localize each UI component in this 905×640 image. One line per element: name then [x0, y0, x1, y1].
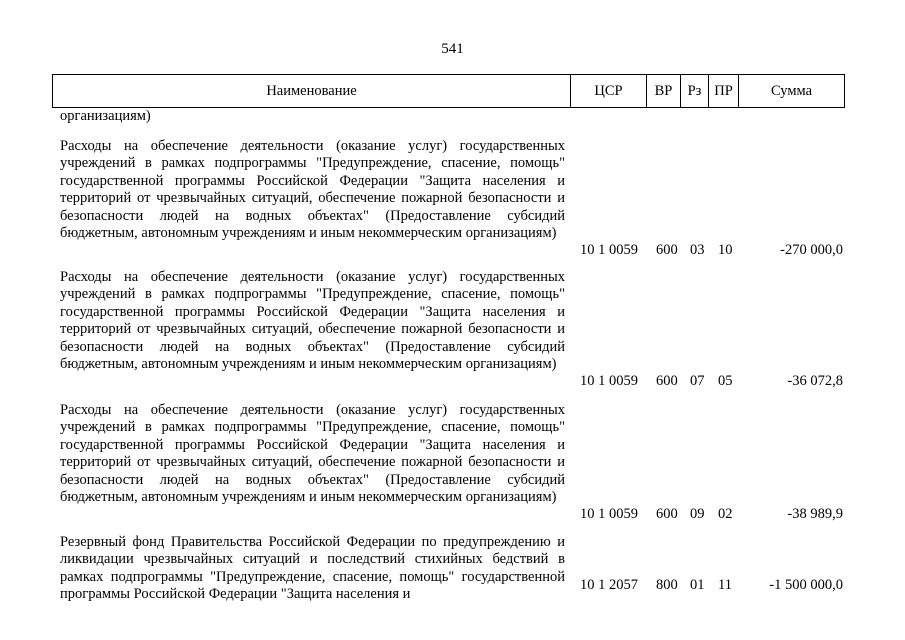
row-csr: 10 1 2057: [580, 577, 638, 593]
row-rz: 01: [690, 577, 705, 593]
row-rz: 07: [690, 373, 705, 389]
row-rz: 03: [690, 242, 705, 258]
row-pr: 11: [718, 577, 732, 593]
header-rz: Рз: [681, 75, 709, 108]
row-pr: 10: [718, 242, 733, 258]
row-vr: 600: [656, 373, 678, 389]
header-vr: ВР: [647, 75, 681, 108]
row-sum: -1 500 000,0: [769, 577, 843, 593]
page-number: 541: [441, 41, 464, 57]
table-header: [52, 74, 845, 108]
continuation-text: организациям): [60, 108, 151, 124]
row-csr: 10 1 0059: [580, 373, 638, 389]
row-pr: 02: [718, 506, 733, 522]
header-name: Наименование: [53, 75, 571, 108]
row-vr: 800: [656, 577, 678, 593]
header-csr: ЦСР: [571, 75, 647, 108]
row-csr: 10 1 0059: [580, 242, 638, 258]
header-pr: ПР: [709, 75, 739, 108]
row-name: Расходы на обеспечение деятельности (оказание услуг) государственных учреждений в рамках подпрограммы "Предупреждение, спасение, помощь" государственной программы Российской Федерации "Защита населения и территорий от чрезвычайных ситуаций, обеспечение пожарной безопасности и безопасности людей на водных объектах" (Предоставление субсидий бюджетным, автономным учреждениям и иным некоммерческим организациям): [60, 138, 565, 242]
row-vr: 600: [656, 506, 678, 522]
header-sum: Сумма: [739, 75, 845, 108]
row-pr: 05: [718, 373, 733, 389]
row-vr: 600: [656, 242, 678, 258]
row-sum: -270 000,0: [780, 242, 843, 258]
row-name: Расходы на обеспечение деятельности (оказание услуг) государственных учреждений в рамках подпрограммы "Предупреждение, спасение, помощь" государственной программы Российской Федерации "Защита населения и территорий от чрезвычайных ситуаций, обеспечение пожарной безопасности и безопасности людей на водных объектах" (Предоставление субсидий бюджетным, автономным учреждениям и иным некоммерческим организациям): [60, 402, 565, 506]
row-name: Расходы на обеспечение деятельности (оказание услуг) государственных учреждений в рамках подпрограммы "Предупреждение, спасение, помощь" государственной программы Российской Федерации "Защита населения и территорий от чрезвычайных ситуаций, обеспечение пожарной безопасности и безопасности людей на водных объектах" (Предоставление субсидий бюджетным, автономным учреждениям и иным некоммерческим организациям): [60, 269, 565, 373]
row-sum: -36 072,8: [787, 373, 843, 389]
row-sum: -38 989,9: [787, 506, 843, 522]
row-rz: 09: [690, 506, 705, 522]
row-csr: 10 1 0059: [580, 506, 638, 522]
row-name: Резервный фонд Правительства Российской Федерации по предупреждению и ликвидации чрезвычайных ситуаций и последствий стихийных бедствий в рамках подпрограммы "Предупреждение, спасение, помощь" государственной программы Российской Федерации "Защита населения и: [60, 534, 565, 603]
